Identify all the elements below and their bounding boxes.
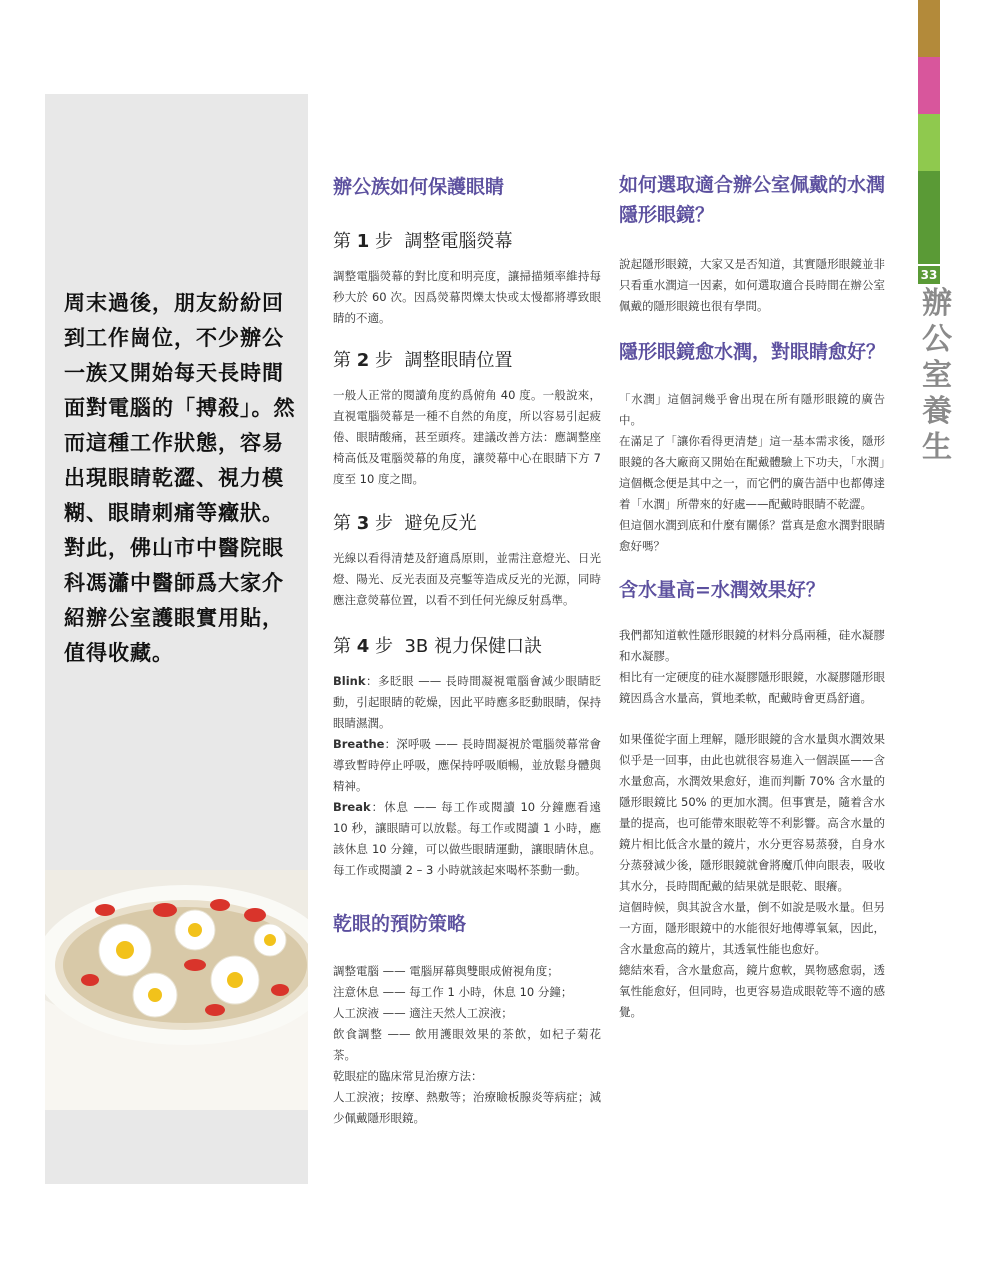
- color-strip-green: [918, 171, 940, 264]
- heading-choose-contact-lens: 如何選取適合辦公室佩戴的水潤隱形眼鏡？: [619, 174, 886, 226]
- tip-blink: Blink：多眨眼 —— 長時間凝視電腦會減少眼睛眨動，引起眼睛的乾燥，因此平時應多眨動眼睛，保持眼睛濕潤。: [333, 674, 601, 730]
- heading-dry-eye-prevention: 乾眼的預防策略: [333, 913, 467, 935]
- dry-eye-line: 注意休息 —— 每工作 1 小時，休息 10 分鐘；: [333, 985, 573, 999]
- moisture-paragraphs: [619, 389, 885, 557]
- step-4-heading: 第 4 步 3B 視力保健口訣: [333, 636, 542, 657]
- paragraph: 相比有一定硬度的硅水凝膠隱形眼鏡，水凝膠隱形眼鏡因爲含水量高，質地柔軟，配戴時會更爲舒適。: [619, 670, 885, 705]
- paragraph: 這個時候，與其說含水量，倒不如說是吸水量。但另一方面，隱形眼鏡中的水能很好地傳導氧氣，因此，含水量愈高的鏡片，其透氧性能也愈好。: [619, 900, 885, 956]
- dry-eye-line: 調整電腦 —— 電腦屏幕與雙眼成俯視角度；: [333, 964, 559, 978]
- color-strip-gold: [918, 0, 940, 57]
- intro-text: 周末過後，朋友紛紛回到工作崗位，不少辦公一族又開始每天長時間面對電腦的「搏殺」。然而這種工作狀態，容易出現眼睛乾澀、視力模糊、眼睛刺痛等癥狀。對此，佛山市中醫院眼科馮瀟中醫師爲大家介紹辦公室護眼實用貼，值得收藏。: [64, 291, 296, 665]
- heading-more-moist-better: 隱形眼鏡愈水潤，對眼睛愈好？: [619, 341, 886, 363]
- step-1-body: 調整電腦熒幕的對比度和明亮度，讓掃描頻率維持每秒大於 60 次。因爲熒幕閃爍太快或太慢都將導致眼睛的不適。: [333, 269, 601, 325]
- paragraph: 「水潤」這個詞幾乎會出現在所有隱形眼鏡的廣告中。: [619, 392, 885, 427]
- dry-eye-list: [333, 961, 601, 1129]
- step-2-body: 一般人正常的閱讀角度約爲俯角 40 度。一般說來，直視電腦熒幕是一種不自然的角度，所以容易引起疲倦、眼睛酸痛，甚至頭疼。建議改善方法：應調整座椅高低及電腦熒幕的角度，讓熒幕中心在眼睛下方 7 度至 10 度之間。: [333, 388, 601, 486]
- tip-break: Break：休息 —— 每工作或閱讀 10 分鐘應看遠 10 秒，讓眼睛可以放鬆。每工作或閱讀 1 小時，應該休息 10 分鐘，可以做些眼睛運動，讓眼睛休息。每工作或閱讀 2 – 3 小時就該起來喝杯茶動一動。: [333, 800, 601, 877]
- dry-eye-line: 人工淚液；按摩、熱敷等；治療瞼板腺炎等病症；減少佩戴隱形眼鏡。: [333, 1090, 601, 1125]
- section-title-vertical: 辦公室養生: [922, 286, 952, 465]
- dry-eye-line: 人工淚液 —— 適注天然人工淚液；: [333, 1006, 513, 1020]
- water-content-paragraphs-b: [619, 729, 885, 1023]
- paragraph-intro-lens: 說起隱形眼鏡，大家又是否知道，其實隱形眼鏡並非只看重水潤這一因素，如何選取適合長時間在辦公室佩戴的隱形眼鏡也很有學問。: [619, 257, 885, 313]
- heading-office-eye-protection: 辦公族如何保護眼睛: [333, 176, 505, 198]
- water-content-paragraphs-a: [619, 625, 885, 709]
- dry-eye-line: 飲食調整 —— 飲用護眼效果的茶飲，如杞子菊花茶。: [333, 1027, 601, 1062]
- step-2-heading: 第 2 步 調整眼睛位置: [333, 350, 513, 371]
- color-strip-lime: [918, 114, 940, 171]
- chrysanthemum-goji-tea-photo: [45, 870, 308, 1110]
- tip-breathe: Breathe：深呼吸 —— 長時間凝視於電腦熒幕常會導致暫時停止呼吸，應保持呼吸順暢，並放鬆身體與精神。: [333, 737, 601, 793]
- paragraph: 但這個水潤到底和什麼有關係？當真是愈水潤對眼睛愈好嗎？: [619, 518, 885, 553]
- color-strip-pink: [918, 57, 940, 114]
- column-contact-lenses: [619, 168, 885, 1023]
- step-3-body: 光線以看得清楚及舒適爲原則，並需注意燈光、日光燈、陽光、反光表面及亮鏨等造成反光的光源，同時應注意熒幕位置，以看不到任何光線反射爲準。: [333, 551, 601, 607]
- paragraph: 我們都知道軟性隱形眼鏡的材料分爲兩種，硅水凝膠和水凝膠。: [619, 628, 885, 663]
- page-number: 33: [918, 266, 940, 284]
- step-1-heading: 第 1 步 調整電腦熒幕: [333, 231, 513, 252]
- paragraph: 總結來看，含水量愈高，鏡片愈軟，異物感愈弱，透氧性能愈好，但同時，也更容易造成眼乾等不適的感覺。: [619, 963, 885, 1019]
- dry-eye-line: 乾眼症的臨床常見治療方法：: [333, 1069, 483, 1083]
- step-3-heading: 第 3 步 避免反光: [333, 513, 477, 534]
- tea-cup-illustration: [45, 870, 308, 1110]
- paragraph: 如果僅從字面上理解，隱形眼鏡的含水量與水潤效果似乎是一回事，由此也就很容易進入一個誤區——含水量愈高，水潤效果愈好，進而判斷 70% 含水量的隱形眼鏡比 50% 的更加水潤。但事實是，隨着含水量的提高，也可能帶來眼乾等不利影響。高含水量的鏡片相比低含水量的鏡片，水分更容易蒸發，自身水分蒸發減少後，隱形眼鏡就會將魔爪伸向眼表，吸收其水分，長時間配戴的結果就是眼乾、眼癢。: [619, 732, 885, 893]
- heading-water-content: 含水量高=水潤效果好？: [619, 579, 825, 601]
- paragraph: 在滿足了「讓你看得更清楚」這一基本需求後，隱形眼鏡的各大廠商又開始在配戴體驗上下功夫，「水潤」這個概念便是其中之一，而它們的廣告語中也都傳達着「水潤」所帶來的好處——配戴時眼睛不乾澀。: [619, 434, 885, 511]
- column-eye-care: [333, 168, 601, 1129]
